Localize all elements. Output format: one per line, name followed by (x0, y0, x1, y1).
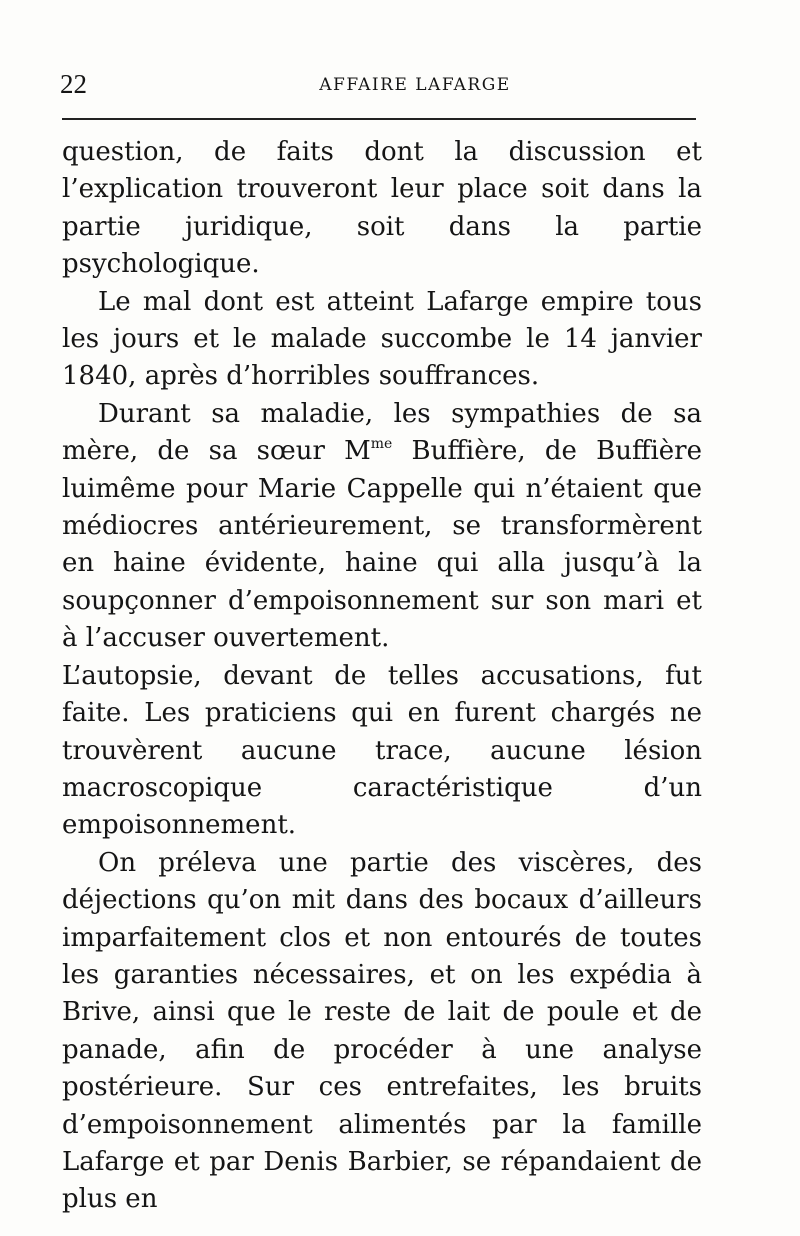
page-header (60, 66, 700, 102)
paragraph-continuation: question, de faits dont la discussion et l’explication trouveront leur place soit dans la partie juridique, soit dans la partie psychologique. (62, 137, 702, 280)
superscript-me: me (370, 436, 393, 453)
paragraph-text-before-superscript: Durant sa maladie, les sympathies de sa mère, de sa sœur M (62, 398, 702, 467)
paragraph-sympathies (62, 396, 702, 658)
header-rule (62, 118, 696, 120)
paragraph-autopsy: L’autopsie, devant de telles accusations, fut faite. Les praticiens qui en furent chargés ne trouvèrent aucune trace, aucune lésion macroscopique caractéristique d’un empoisonnement. (62, 660, 702, 841)
paragraph-text-after-superscript: Buffière, de Buffière luimême pour Marie Cappelle qui n’étaient que médiocres antérieurement, se transformèrent en haine évidente, haine qui alla jusqu’à la soupçonner d’empoisonnement sur son mari et à l’accuser ouvertement. (62, 436, 702, 654)
page-number: 22 (60, 69, 87, 99)
paragraph-death: Le mal dont est atteint Lafarge empire tous les jours et le malade succombe le 14 janvier 1840, après d’horribles souffrances. (62, 286, 702, 392)
paragraph-viscera: On préleva une partie des viscères, des déjections qu’on mit dans des bocaux d’ailleurs imparfaitement clos et non entourés de toutes les garanties nécessaires, et on les expédia à Brive, ainsi que le reste de lait de poule et de panade, afin de procéder à une analyse postérieure. Sur ces entrefaites, les bruits d’empoisonnement alimentés par la famille Lafarge et par Denis Barbier, se répandaient de plus en (62, 847, 702, 1215)
running-title: AFFAIRE LAFARGE (319, 75, 511, 95)
body-text (62, 134, 702, 1219)
